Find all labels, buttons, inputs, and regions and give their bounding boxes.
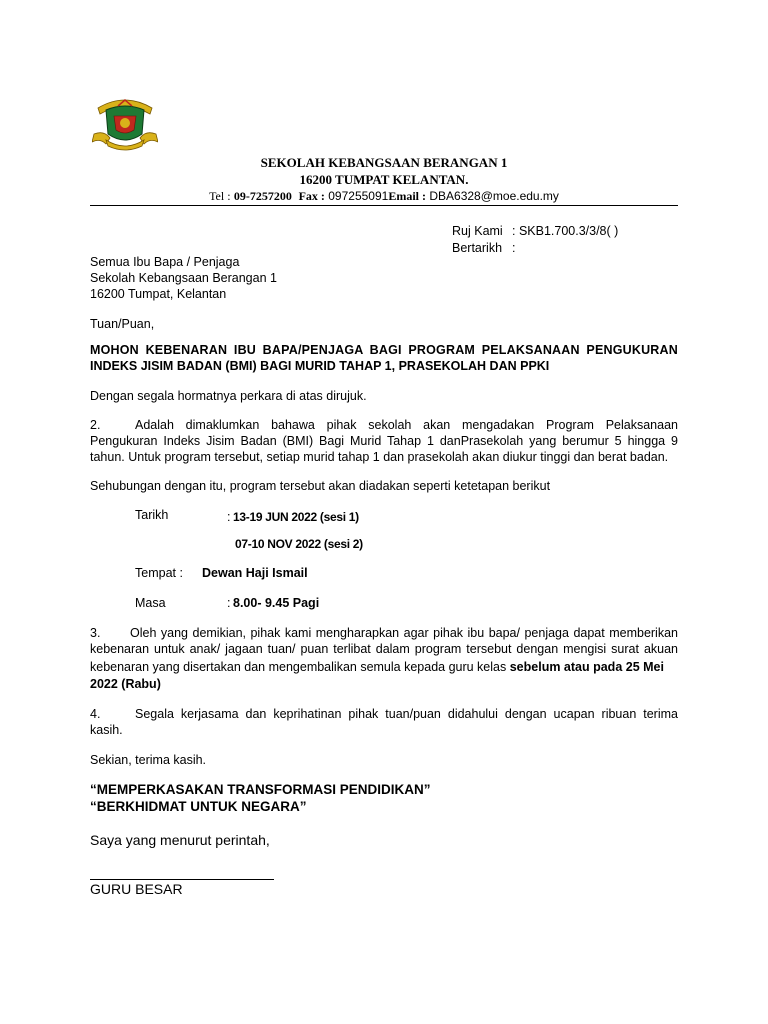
salutation: Tuan/Puan, (90, 317, 155, 331)
school-address: 16200 TUMPAT KELANTAN. (299, 172, 469, 187)
para3-deadline: sebelum atau pada 25 Mei (509, 660, 664, 674)
subject-line: MOHON KEBENARAN IBU BAPA/PENJAGA BAGI PROGRAM PELAKSANAAN PENGUKURAN (90, 343, 678, 357)
signatory-title: GURU BESAR (90, 881, 183, 897)
para2-line: tahun. Untuk program tersebut, setiap murid tahap 1 dan prasekolah akan diukur tinggi dan berat badan. (90, 450, 669, 464)
date-value: : (512, 241, 516, 255)
ruj-value: : SKB1.700.3/3/8( ) (512, 224, 619, 238)
tarikh-session-2: 07-10 NOV 2022 (sesi 2) (235, 537, 363, 551)
tempat-label: Tempat : (135, 566, 183, 580)
para3-line (90, 659, 664, 675)
recipient-line: 16200 Tumpat, Kelantan (90, 287, 227, 301)
intro-paragraph: Dengan segala hormatnya perkara di atas dirujuk. (90, 389, 367, 403)
ruj-label: Ruj Kami (452, 224, 503, 238)
motto-line: “BERKHIDMAT UNTUK NEGARA” (90, 799, 307, 814)
para3-text: kebenaran yang disertakan dan mengembalikan semula kepada guru kelas (90, 660, 507, 674)
signature-line (90, 879, 274, 880)
school-name: SEKOLAH KEBANGSAAN BERANGAN 1 (260, 155, 508, 170)
recipient-line: Sekolah Kebangsaan Berangan 1 (90, 271, 277, 285)
masa-label: Masa (135, 596, 166, 610)
tempat-value: Dewan Haji Ismail (202, 566, 308, 580)
contact-line (90, 189, 678, 204)
tarikh-colon: : (227, 510, 231, 524)
motto-line: “MEMPERKASAKAN TRANSFORMASI PENDIDIKAN” (90, 782, 431, 797)
para2-line: Adalah dimaklumkan bahawa pihak sekolah akan mengadakan Program Pelaksanaan (135, 418, 678, 432)
tarikh-label: Tarikh (135, 508, 169, 522)
email-value: DBA6328@moe.edu.my (429, 189, 559, 203)
para4-line: Segala kerjasama dan keprihatinan pihak tuan/puan didahului dengan ucapan ribuan terima (135, 707, 678, 721)
recipient-line: Semua Ibu Bapa / Penjaga (90, 255, 240, 269)
para-number: 2. (90, 418, 101, 432)
para-number: 4. (90, 707, 101, 721)
date-label: Bertarikh (452, 241, 503, 255)
tel-value: 09-7257200 (233, 189, 292, 203)
sehubungan-paragraph: Sehubungan dengan itu, program tersebut akan diadakan seperti ketetapan berikut (90, 479, 551, 493)
masa-colon: : (227, 596, 231, 610)
masa-value: 8.00- 9.45 Pagi (233, 596, 320, 610)
subject-line: INDEKS JISIM BADAN (BMI) BAGI MURID TAHAP 1, PRASEKOLAH DAN PPKI (90, 359, 550, 373)
sign-intro: Saya yang menurut perintah, (90, 832, 270, 848)
closing: Sekian, terima kasih. (90, 753, 207, 767)
school-crest-logo (92, 94, 158, 152)
para2-line: Pengukuran Indeks Jisim Badan (BMI) Bagi Murid Tahap 1 danPrasekolah yang berumur 5 hingga 9 (90, 434, 678, 448)
fax-value: 097255091 (328, 189, 389, 203)
para-number: 3. (90, 626, 101, 640)
tarikh-session-1: 13-19 JUN 2022 (sesi 1) (233, 510, 359, 524)
header-divider (90, 205, 678, 206)
para3-line: kebenaran untuk anak/ jagaan tuan/ puan terlibat dalam program tersebut dengan mengisi surat akuan (90, 642, 678, 656)
para4-line: kasih. (90, 723, 123, 737)
email-label: Email : (388, 189, 426, 203)
para3-line: Oleh yang demikian, pihak kami mengharapkan agar pihak ibu bapa/ penjaga dapat memberikan (130, 626, 678, 640)
para3-deadline-date: 2022 (Rabu) (90, 677, 161, 691)
tel-label: Tel : (209, 189, 231, 203)
fax-label: Fax : (298, 189, 325, 203)
